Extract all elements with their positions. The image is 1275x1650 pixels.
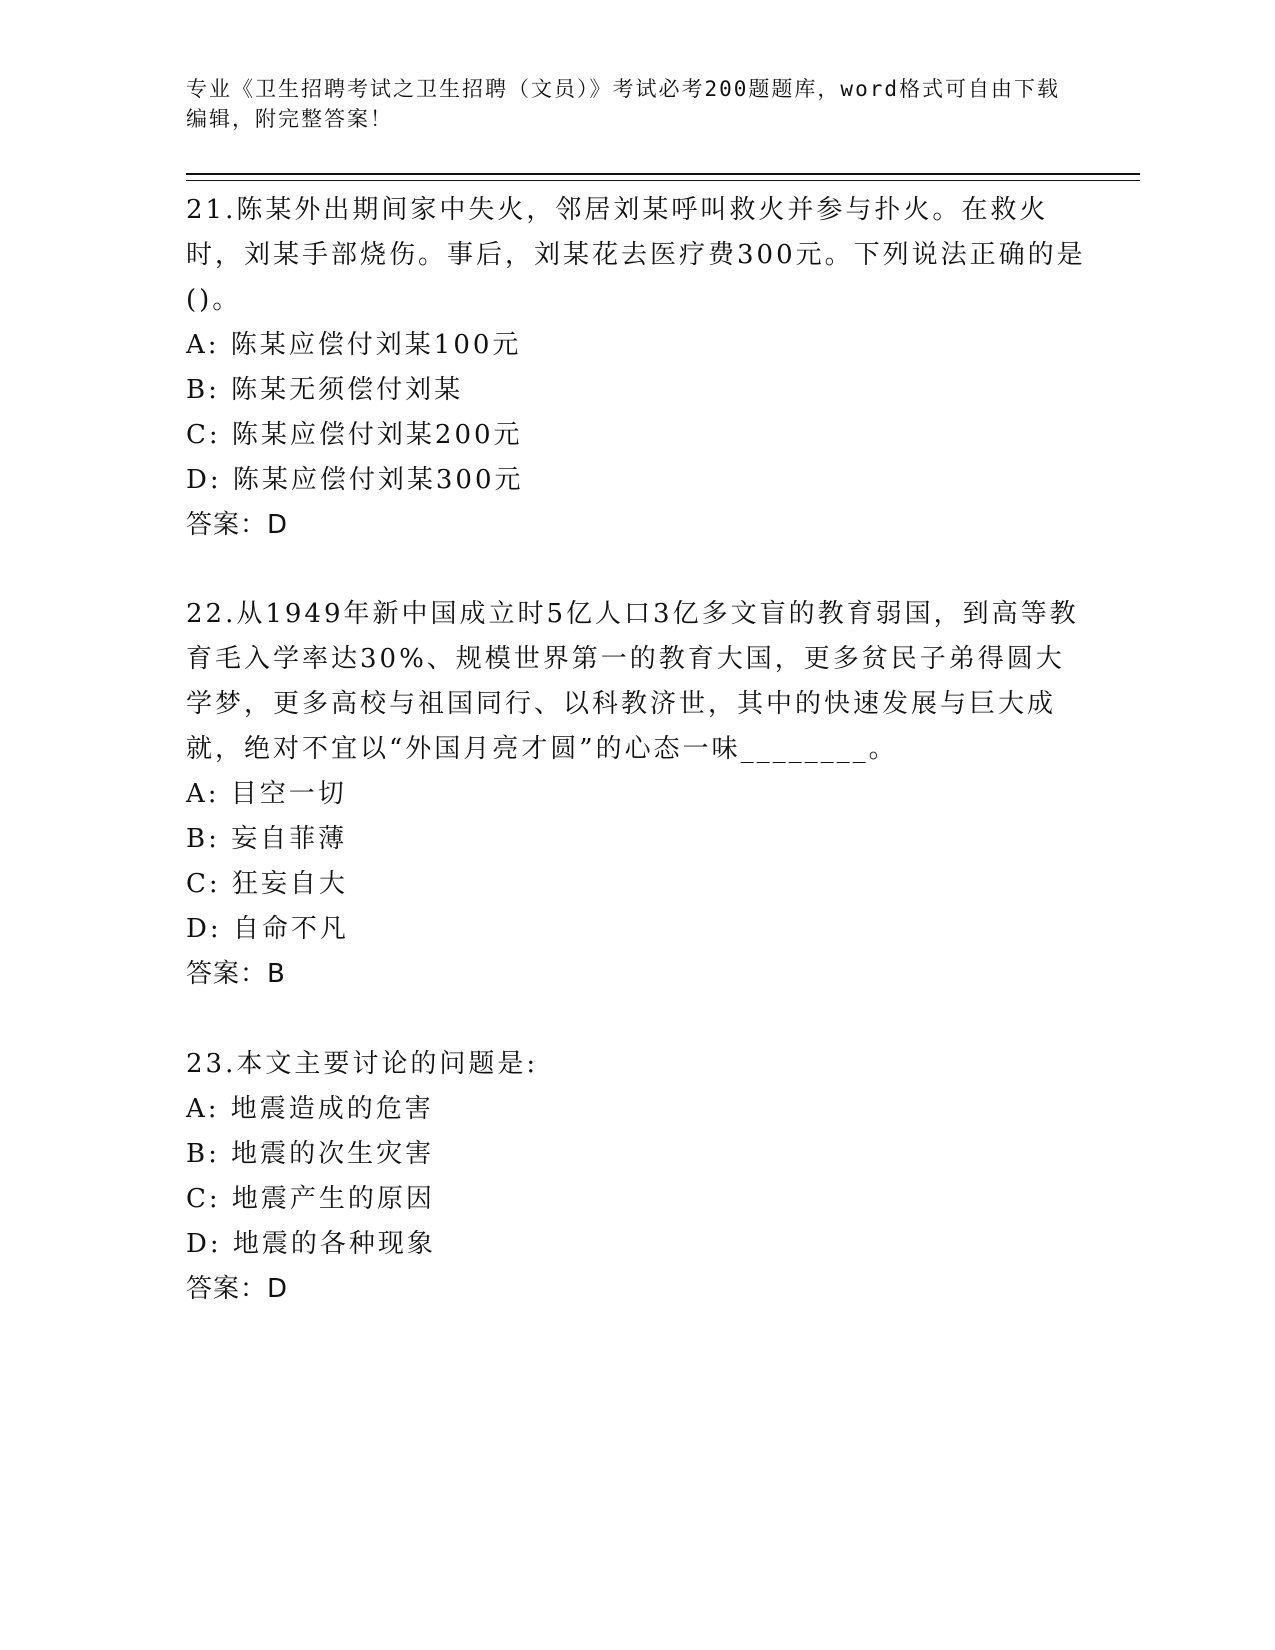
question-stem: 23.本文主要讨论的问题是: xyxy=(186,1049,539,1079)
option-a: A: 陈某应偿付刘某100元 xyxy=(186,330,522,360)
option-c: C: 狂妄自大 xyxy=(186,869,348,899)
answer-line: 答案：B xyxy=(186,959,286,989)
question-block xyxy=(186,592,1086,997)
option-b: B: 陈某无须偿付刘某 xyxy=(186,375,464,405)
answer-line: 答案：D xyxy=(186,1274,289,1304)
option-b: B: 地震的次生灾害 xyxy=(186,1139,435,1169)
question-stem: 21.陈某外出期间家中失火，邻居刘某呼叫救火并参与扑火。在救火时，刘某手部烧伤。事后，刘某花去医疗费300元。下列说法正确的是()。 xyxy=(186,195,1086,315)
question-stem: 22.从1949年新中国成立时5亿人口3亿多文盲的教育弱国，到高等教育毛入学率达30%、规模世界第一的教育大国，更多贫民子弟得圆大学梦，更多高校与祖国同行、以科教济世，其中的快速发展与巨大成就，绝对不宜以“外国月亮才圆”的心态一味________。 xyxy=(186,599,1079,764)
option-d: D: 陈某应偿付刘某300元 xyxy=(186,465,524,495)
document-header: 专业《卫生招聘考试之卫生招聘（文员）》考试必考200题题库，word格式可自由下载编辑，附完整答案！ xyxy=(186,77,1060,131)
option-d: D: 地震的各种现象 xyxy=(186,1229,436,1259)
option-c: C: 陈某应偿付刘某200元 xyxy=(186,420,523,450)
question-block xyxy=(186,188,1086,548)
option-d: D: 自命不凡 xyxy=(186,914,349,944)
header-divider-thin xyxy=(186,180,1140,181)
question-block xyxy=(186,1042,1086,1312)
answer-line: 答案：D xyxy=(186,510,289,540)
option-a: A: 地震造成的危害 xyxy=(186,1094,434,1124)
option-a: A: 目空一切 xyxy=(186,779,347,809)
header-divider-thick xyxy=(186,173,1140,175)
option-c: C: 地震产生的原因 xyxy=(186,1184,435,1214)
option-b: B: 妄自菲薄 xyxy=(186,824,348,854)
